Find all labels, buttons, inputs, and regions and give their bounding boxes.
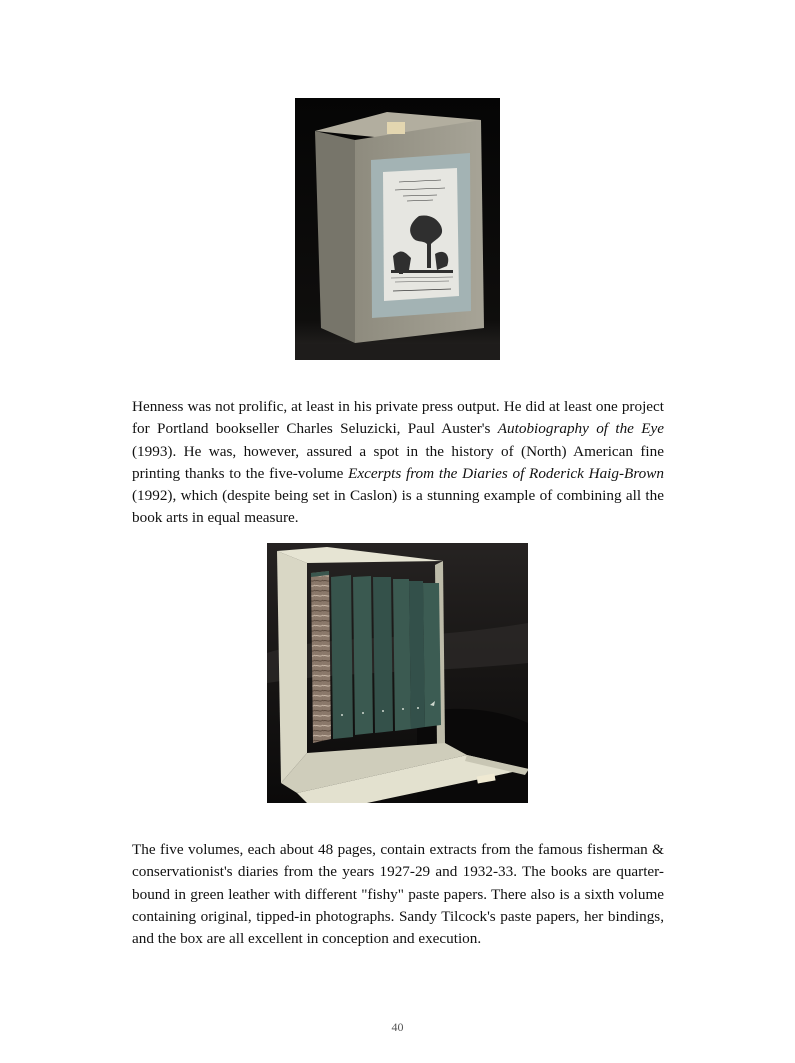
para1-text-1: Henness was not prolific, at least in his private press output. He did at least one project for Portland bookseller Charles Seluzicki, Paul Auster's <box>132 398 664 438</box>
book-title-autobiography: Autobiography of the Eye <box>497 420 664 438</box>
boxed-set-closed-photo <box>295 98 500 360</box>
page-number: 40 <box>391 1020 404 1034</box>
green-volumes <box>331 575 441 739</box>
open-box-illustration <box>267 543 528 803</box>
book-title-excerpts: Excerpts from the Diaries of Roderick Haig-Brown <box>348 464 664 482</box>
paragraph-henness <box>132 396 664 530</box>
closed-box-illustration <box>295 98 500 360</box>
paragraph-five-volumes: The five volumes, each about 48 pages, contain extracts from the famous fisherman & conservationist's diaries from the years 1927-29 and 1932-33. The books are quarter-bound in green leather with different "fishy" paste papers. There also is a sixth volume containing original, tipped-in photographs. Sandy Tilcock's paste papers, her bindings, and the box are all excellent in conception and execution. <box>132 841 664 948</box>
boxed-set-open-photo <box>267 543 528 803</box>
para1-text-3: (1992), which (despite being set in Caslon) is a stunning example of combining all the book arts in equal measure. <box>132 487 664 527</box>
para1-text-2: (1993). He was, however, assured a spot in the history of (North) American fine printing thanks to the five-volume <box>132 442 664 482</box>
